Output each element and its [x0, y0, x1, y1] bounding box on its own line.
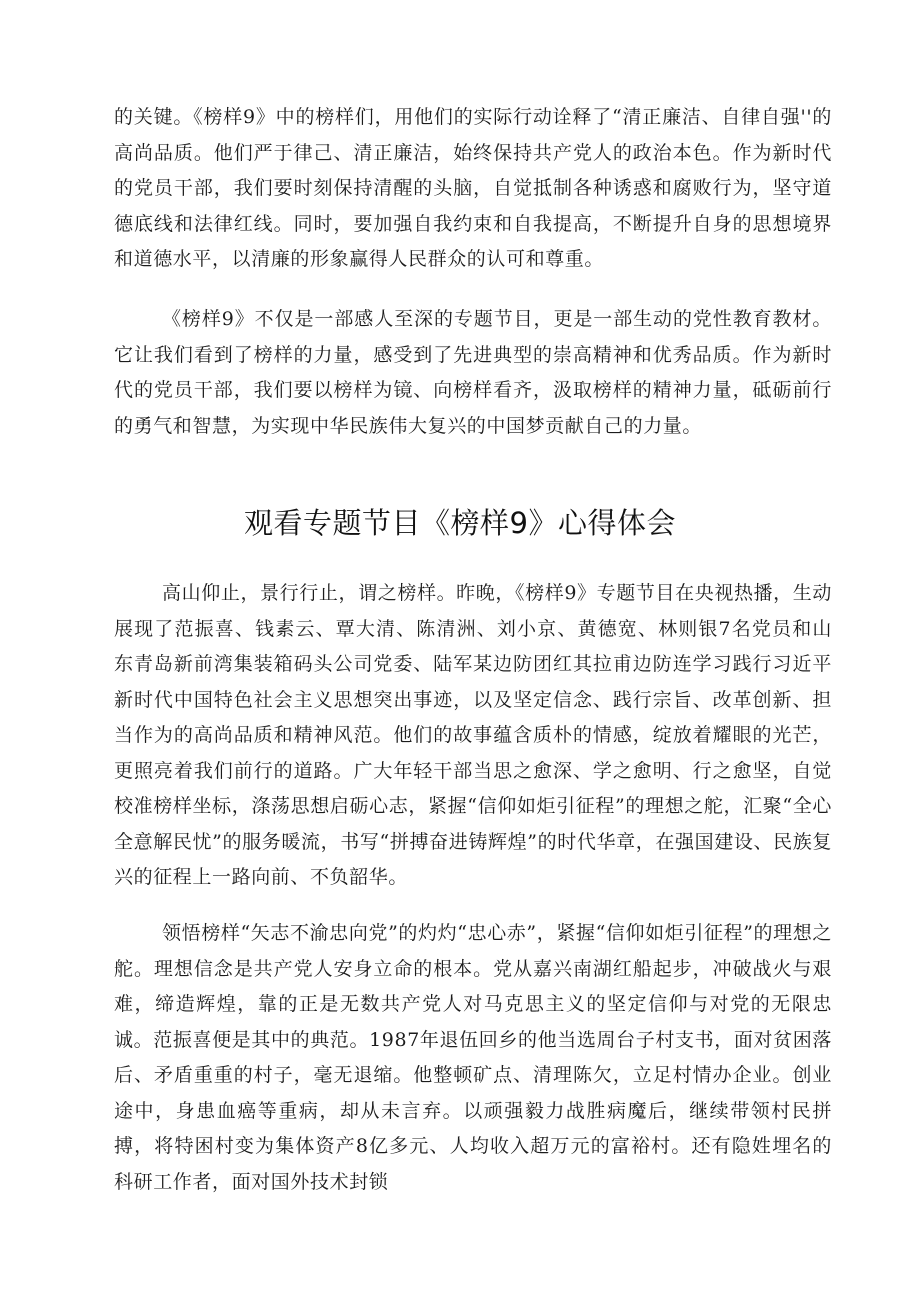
article-paragraph-1: 高山仰止，景行行止，谓之榜样。昨晚，《榜样9》专题节目在央视热播，生动展现了范振喜、钱素云、覃大清、陈清洲、刘小京、黄德宽、林则银7名党员和山东青岛新前湾集装箱码头公司党委、陆军某边防团红其拉甫边防连学习践行习近平新时代中国特色社会主义思想突出事迹，以及坚定信念、践行宗旨、改革创新、担当作为的高尚品质和精神风范。他们的故事蕴含质朴的情感，绽放着耀眼的光芒，更照亮着我们前行的道路。广大年轻干部当思之愈深、学之愈明、行之愈坚，自觉校准榜样坐标，涤荡思想启砺心志，紧握“信仰如炬引征程”的理想之舵，汇聚“全心全意解民忧”的服务暖流，书写“拼搏奋进铸辉煌”的时代华章，在强国建设、民族复兴的征程上一路向前、不负韶华。 — [114, 582, 832, 888]
intro-paragraph-2: 《榜样9》不仅是一部感人至深的专题节目，更是一部生动的党性教育教材。它让我们看到了榜样的力量，感受到了先进典型的崇高精神和优秀品质。作为新时代的党员干部，我们要以榜样为镜、向榜样看齐，汲取榜样的精神力量，砥砺前行的勇气和智慧，为实现中华民族伟大复兴的中国梦贡献自己的力量。 — [114, 308, 832, 437]
intro-paragraph-1: 的关键。《榜样9》中的榜样们，用他们的实际行动诠释了“清正廉洁、自律自强''的高尚品质。他们严于律己、清正廉洁，始终保持共产党人的政治本色。作为新时代的党员干部，我们要时刻保持清醒的头脑，自觉抵制各种诱惑和腐败行为，坚守道德底线和法律红线。同时，要加强自我约束和自我提高，不断提升自身的思想境界和道德水平，以清廉的形象赢得人民群众的认可和尊重。 — [114, 106, 832, 270]
article-paragraph-2: 领悟榜样“矢志不渝忠向党”的灼灼“忠心赤”，紧握“信仰如炬引征程”的理想之舵。理想信念是共产党人安身立命的根本。党从嘉兴南湖红船起步，冲破战火与艰难，缔造辉煌，靠的正是无数共产党人对马克思主义的坚定信仰与对党的无限忠诚。范振喜便是其中的典范。1987年退伍回乡的他当选周台子村支书，面对贫困落后、矛盾重重的村子，毫无退缩。他整顿矿点、清理陈欠，立足村情办企业。创业途中，身患血癌等重病，却从未言弃。以顽强毅力战胜病魔后，继续带领村民拼搏，将特困村变为集体资产8亿多元、人均收入超万元的富裕村。还有隐姓埋名的科研工作者，面对国外技术封锁 — [114, 922, 832, 1193]
article-title: 观看专题节目《榜样9》心得体会 — [244, 506, 676, 540]
